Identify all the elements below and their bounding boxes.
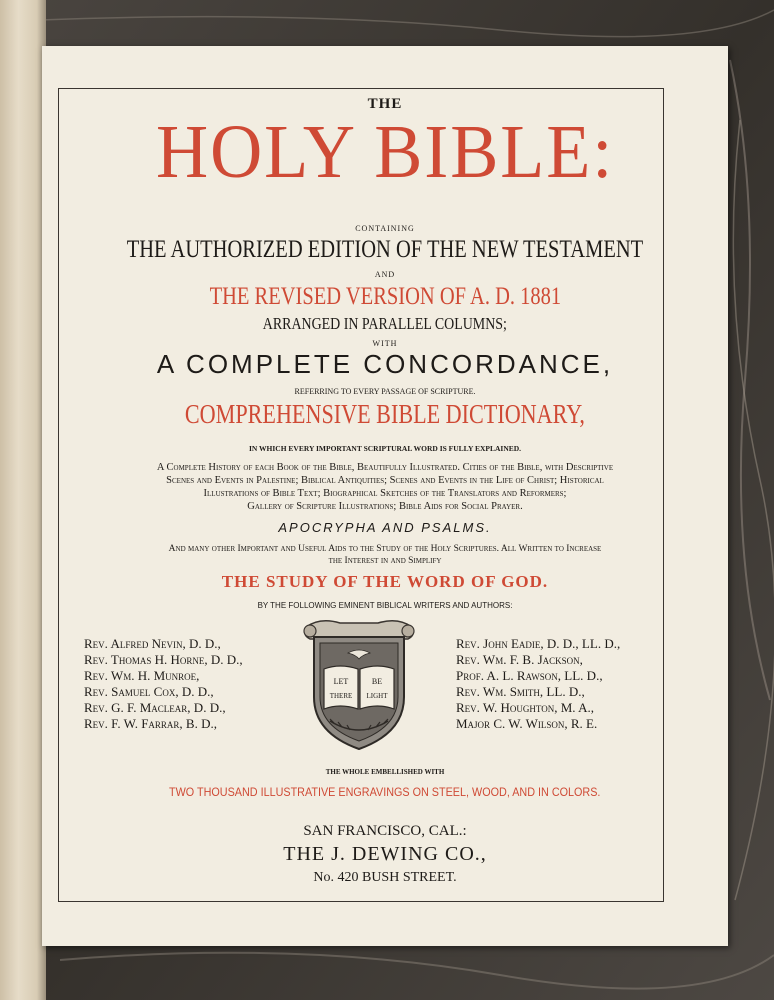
apocrypha-line: APOCRYPHA AND PSALMS. <box>278 520 492 535</box>
author-right-6: Major C. W. Wilson, R. E. <box>456 716 598 731</box>
emblem-be: BE <box>371 677 383 686</box>
author-left-5: Rev. G. F. Maclear, D. D., <box>84 700 226 715</box>
publisher-line: THE J. DEWING CO., <box>283 843 487 865</box>
with-label: WITH <box>372 339 398 348</box>
aids-line-2: the Interest in and Simplify <box>328 556 442 566</box>
author-left-2: Rev. Thomas H. Horne, D. D., <box>84 652 243 667</box>
authors-left-list <box>84 636 243 732</box>
author-left-1: Rev. Alfred Nevin, D. D., <box>84 636 221 651</box>
dictionary-line <box>42 399 728 430</box>
author-left-3: Rev. Wm. H. Munroe, <box>84 668 200 683</box>
title-page <box>42 46 728 946</box>
concordance-line: A COMPLETE CONCORDANCE, <box>156 349 614 379</box>
main-title <box>42 112 728 192</box>
contents-line-3: Illustrations of Bible Text; Biographical Sketches of the Translators and Reformers; <box>203 488 567 499</box>
emblem-light: LIGHT <box>366 692 388 700</box>
authors-right-list <box>456 636 620 732</box>
containing-label: CONTAINING <box>355 224 415 233</box>
contents-line-4: Gallery of Scripture Illustrations; Bible Aids for Social Prayer. <box>247 501 523 512</box>
contents-line-1: A Complete History of each Book of the Bible, Beautifully Illustrated. Cities of the Bible, with Descriptive <box>156 462 614 473</box>
explained-line: IN WHICH EVERY IMPORTANT SCRIPTURAL WORD IS FULLY EXPLAINED. <box>248 444 522 453</box>
author-right-5: Rev. W. Houghton, M. A., <box>456 700 594 715</box>
emblem-let: LET <box>333 677 349 686</box>
author-left-6: Rev. F. W. Farrar, B. D., <box>84 716 217 731</box>
dictionary-text: COMPREHENSIVE BIBLE DICTIONARY, <box>185 399 585 429</box>
revised-text: THE REVISED VERSION OF A. D. 1881 <box>209 283 561 310</box>
referring-line: REFERRING TO EVERY PASSAGE OF SCRIPTURE. <box>294 387 476 396</box>
embellished-line: THE WHOLE EMBELLISHED WITH <box>325 768 445 776</box>
author-right-2: Rev. Wm. F. B. Jackson, <box>456 652 583 667</box>
emblem-there: THERE <box>329 692 353 700</box>
city-line: SAN FRANCISCO, CAL.: <box>303 823 467 839</box>
author-right-3: Prof. A. L. Rawson, LL. D., <box>456 668 603 683</box>
contents-line-2: Scenes and Events in Palestine; Biblical Antiquities; Scenes and Events in the Life of Christ; Historical <box>166 475 604 486</box>
author-left-4: Rev. Samuel Cox, D. D., <box>84 684 214 699</box>
engravings-line <box>42 785 728 799</box>
author-right-4: Rev. Wm. Smith, LL. D., <box>456 684 585 699</box>
arranged-line <box>42 314 728 334</box>
aids-line-1: And many other Important and Useful Aids to the Study of the Holy Scriptures. All Written to Increase <box>168 544 602 554</box>
and-label: AND <box>374 270 396 279</box>
by-authors-line: BY THE FOLLOWING EMINENT BIBLICAL WRITERS AND AUTHORS: <box>257 601 513 610</box>
revised-line <box>42 283 728 311</box>
the-label: THE <box>367 96 403 112</box>
address-line: No. 420 BUSH STREET. <box>313 870 457 885</box>
authorized-line <box>42 236 728 264</box>
study-line: THE STUDY OF THE WORD OF GOD. <box>221 572 549 591</box>
main-title-text: HOLY BIBLE: <box>155 110 615 194</box>
engravings-text: TWO THOUSAND ILLUSTRATIVE ENGRAVINGS ON STEEL, WOOD, AND IN COLORS. <box>169 785 601 799</box>
arranged-text: ARRANGED IN PARALLEL COLUMNS; <box>262 314 508 333</box>
authorized-text: THE AUTHORIZED EDITION OF THE NEW TESTAMENT <box>126 236 644 263</box>
book-left-edge <box>0 0 46 1000</box>
shield-book-emblem-icon <box>300 613 418 755</box>
author-right-1: Rev. John Eadie, D. D., LL. D., <box>456 636 621 651</box>
